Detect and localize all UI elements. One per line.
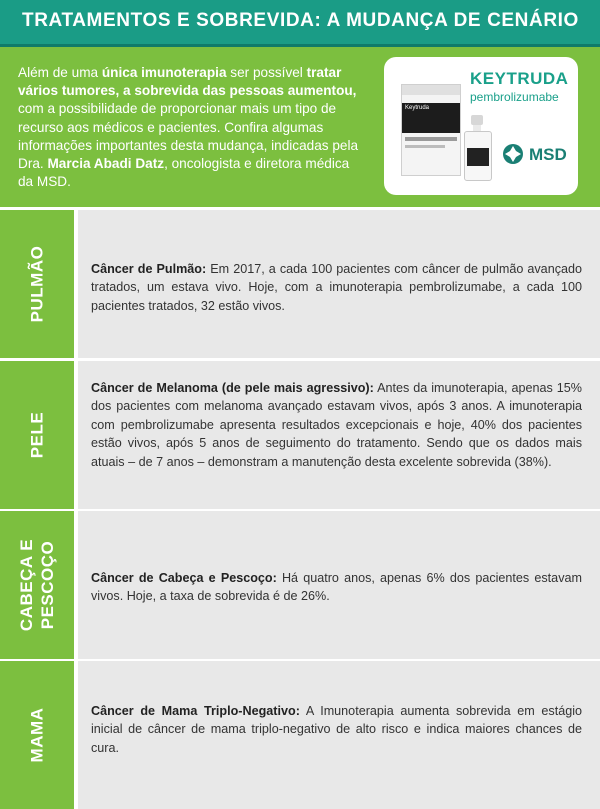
- side-label-line: CABEÇA E: [17, 538, 36, 632]
- intro-text-part: ser possível: [226, 65, 307, 80]
- row-pulmao: [0, 210, 600, 358]
- row-content: [78, 661, 600, 809]
- medicine-box-icon: [401, 84, 461, 176]
- brand-subtitle: pembrolizumabe: [470, 90, 559, 104]
- row-mama: [0, 661, 600, 809]
- row-content: [78, 361, 600, 509]
- row-paragraph: [91, 702, 582, 757]
- intro-text-part: Além de uma: [18, 65, 102, 80]
- row-heading: Câncer de Cabeça e Pescoço:: [91, 571, 277, 585]
- row-heading: Câncer de Mama Triplo-Negativo:: [91, 704, 300, 718]
- row-text: A Imunoterapia aumenta sobrevida em estágio inicial de câncer de mama triplo-negativo de alto risco e indica maiores chances de cura.: [91, 704, 582, 755]
- side-label-box: [0, 361, 74, 509]
- row-text: Antes da imunoterapia, apenas 15% dos pacientes com melanoma avançado estavam vivos, após 3 anos. A imunoterapia com pembrolizumabe apresenta resultados excepcionais e hoje, 40% dos pacientes estão vivos, após 5 anos de seguimento do tratamento. Sendo que os dados mais atuais – de 7 anos – demonstram a manutenção desta excelente sobrevida (38%).: [91, 381, 582, 469]
- row-text: Há quatro anos, apenas 6% dos pacientes estavam vivos. Hoje, a taxa de sobrevida é de 26%.: [91, 571, 582, 604]
- page-title: TRATAMENTOS E SOBREVIDA: A MUDANÇA DE CENÁRIO: [22, 10, 579, 31]
- side-label: PULMÃO: [27, 245, 47, 323]
- intro-text: [18, 64, 363, 191]
- row-content: [78, 511, 600, 659]
- row-paragraph: [91, 379, 582, 471]
- row-content: [78, 210, 600, 358]
- intro-text-part: com a possibilidade de proporcionar mais um tipo de recurso aos médicos e pacientes. Confira algumas informações importantes desta mudança, indicadas pela Dra.: [18, 101, 359, 172]
- header-banner: [0, 0, 600, 47]
- row-heading: Câncer de Melanoma (de pele mais agressivo):: [91, 381, 374, 395]
- row-cabeca-pescoco: [0, 511, 600, 659]
- intro-highlight: única imunoterapia: [101, 65, 227, 80]
- intro-highlight: Marcia Abadi Datz: [47, 156, 165, 172]
- side-label-line: PESCOÇO: [38, 540, 57, 630]
- company-name: MSD: [529, 145, 567, 164]
- intro-highlight: tratar vários tumores, a sobrevida das pessoas aumentou,: [18, 65, 357, 99]
- row-pele: [0, 361, 600, 509]
- side-label: MAMA: [27, 707, 47, 763]
- vial-icon: [462, 115, 492, 181]
- side-label: [16, 539, 58, 631]
- side-label-box: [0, 661, 74, 809]
- side-label: PELE: [27, 411, 47, 459]
- side-label-box: [0, 511, 74, 659]
- brand-logo: KEYTRUDA: [470, 69, 569, 88]
- intro-text-part: , oncologista e diretora médica da MSD.: [18, 156, 350, 190]
- row-paragraph: [91, 260, 582, 315]
- row-heading: Câncer de Pulmão:: [91, 262, 207, 276]
- box-name: Keytruda: [405, 105, 430, 111]
- msd-logo-icon: [502, 143, 524, 165]
- row-paragraph: [91, 569, 582, 606]
- row-text: Em 2017, a cada 100 pacientes com câncer de pulmão avançado tratados, um estava vivo. Hoje, com a imunoterapia pembrolizumabe, a cada 100 pacientes tratados, 32 estão vivos.: [91, 262, 583, 313]
- intro-section: [0, 47, 600, 207]
- product-image: [384, 57, 578, 195]
- side-label-box: [0, 210, 74, 358]
